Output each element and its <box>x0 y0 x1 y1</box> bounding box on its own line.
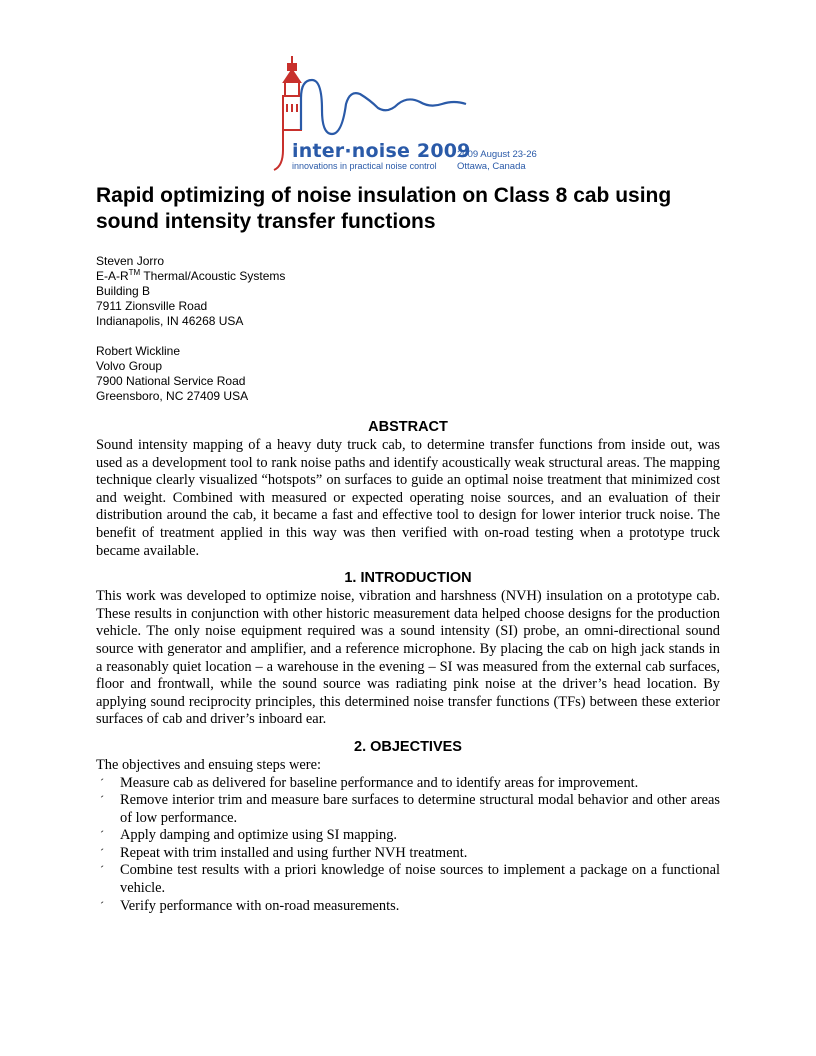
address-line: Greensboro, NC 27409 USA <box>96 389 249 403</box>
list-item-text: Verify performance with on-road measurements. <box>120 897 400 914</box>
abstract-heading: ABSTRACT <box>368 419 448 435</box>
objectives-intro: The objectives and ensuing steps were: <box>96 756 321 773</box>
introduction-text: This work was developed to optimize noise, vibration and harshness (NVH) insulation on a prototype cab. These results in conjunction with other historic measurement data helped choose designs for the production vehicle. The only noise equipment required was a sound intensity (SI) probe, an omni-directional sound source with generator and amplifier, and a reference microphone. By placing the cab on high jack stands in a reasonably quiet location – a warehouse in the evening – SI was measured from the external cab surfaces, floor and frontwall, while the sound source was radiating pink noise at the driver’s head location. By applying sound reciprocity principles, this determined noise transfer functions (TFs) between these exterior surfaces of cab and driver’s inboard ear. <box>96 588 720 728</box>
list-item-text: Apply damping and optimize using SI mapping. <box>120 827 397 844</box>
bullet-mark: ´ <box>100 828 104 843</box>
trademark-mark: TM <box>128 268 141 277</box>
author-block <box>96 254 496 419</box>
logo-wordmark: inter·noise 2009 <box>292 140 471 162</box>
objectives-heading: 2. OBJECTIVES <box>354 738 462 755</box>
author-2 <box>96 344 496 404</box>
bullet-mark: ´ <box>100 863 104 878</box>
conference-logo <box>270 54 570 176</box>
conference-location: Ottawa, Canada <box>457 161 526 172</box>
abstract-text: Sound intensity mapping of a heavy duty truck cab, to determine transfer functions from inside out, was used as a development tool to rank noise paths and identify acoustically weak structural areas. The mapping technique clearly visualized “hotspots” on surfaces to guide an optimal noise treatment that minimized cost and weight. Combined with measured or expected operating noise sources, and an evaluation of their distribution around the cab, it became a fast and effective tool to design for lower interior truck noise. The benefit of treatment applied in this way was then verified with on-road testing when a prototype truck became available. <box>96 437 720 559</box>
logo-tagline: innovations in practical noise control <box>292 161 437 171</box>
list-item-text: Remove interior trim and measure bare surfaces to determine structural modal behavior and other areas of low performance. <box>120 792 720 826</box>
list-item-text: Measure cab as delivered for baseline performance and to identify areas for improvement. <box>120 774 639 791</box>
author-name: Robert Wickline <box>96 344 181 358</box>
author-name: Steven Jorro <box>96 254 165 268</box>
author-affiliation: Volvo Group <box>96 359 163 373</box>
bullet-mark: ´ <box>100 898 104 913</box>
author-1 <box>96 254 496 329</box>
list-item <box>96 792 720 827</box>
list-item <box>96 775 720 793</box>
list-item <box>96 898 720 916</box>
affiliation-suffix: Thermal/Acoustic Systems <box>140 269 286 283</box>
conference-date: 2009 August 23-26 <box>457 149 537 160</box>
list-item-text: Combine test results with a priori knowledge of noise sources to implement a package on a functional vehicle. <box>120 862 720 897</box>
paper-title: Rapid optimizing of noise insulation on Class 8 cab using sound intensity transfer functions <box>96 184 672 233</box>
paper-body <box>96 417 720 915</box>
objectives-list <box>96 775 720 916</box>
list-item <box>96 845 720 863</box>
bullet-mark: ´ <box>100 845 104 860</box>
author-affiliation <box>96 269 496 284</box>
bullet-mark: ´ <box>100 775 104 790</box>
address-line: Building B <box>96 284 151 298</box>
address-line: 7900 National Service Road <box>96 374 246 388</box>
list-item <box>96 827 720 845</box>
introduction-heading: 1. INTRODUCTION <box>344 570 472 587</box>
list-item-text: Repeat with trim installed and using further NVH treatment. <box>120 844 468 861</box>
affiliation-prefix: E-A-R <box>96 269 129 283</box>
bullet-mark: ´ <box>100 793 104 808</box>
list-item <box>96 862 720 897</box>
address-line: 7911 Zionsville Road <box>96 299 208 313</box>
address-line: Indianapolis, IN 46268 USA <box>96 314 244 328</box>
